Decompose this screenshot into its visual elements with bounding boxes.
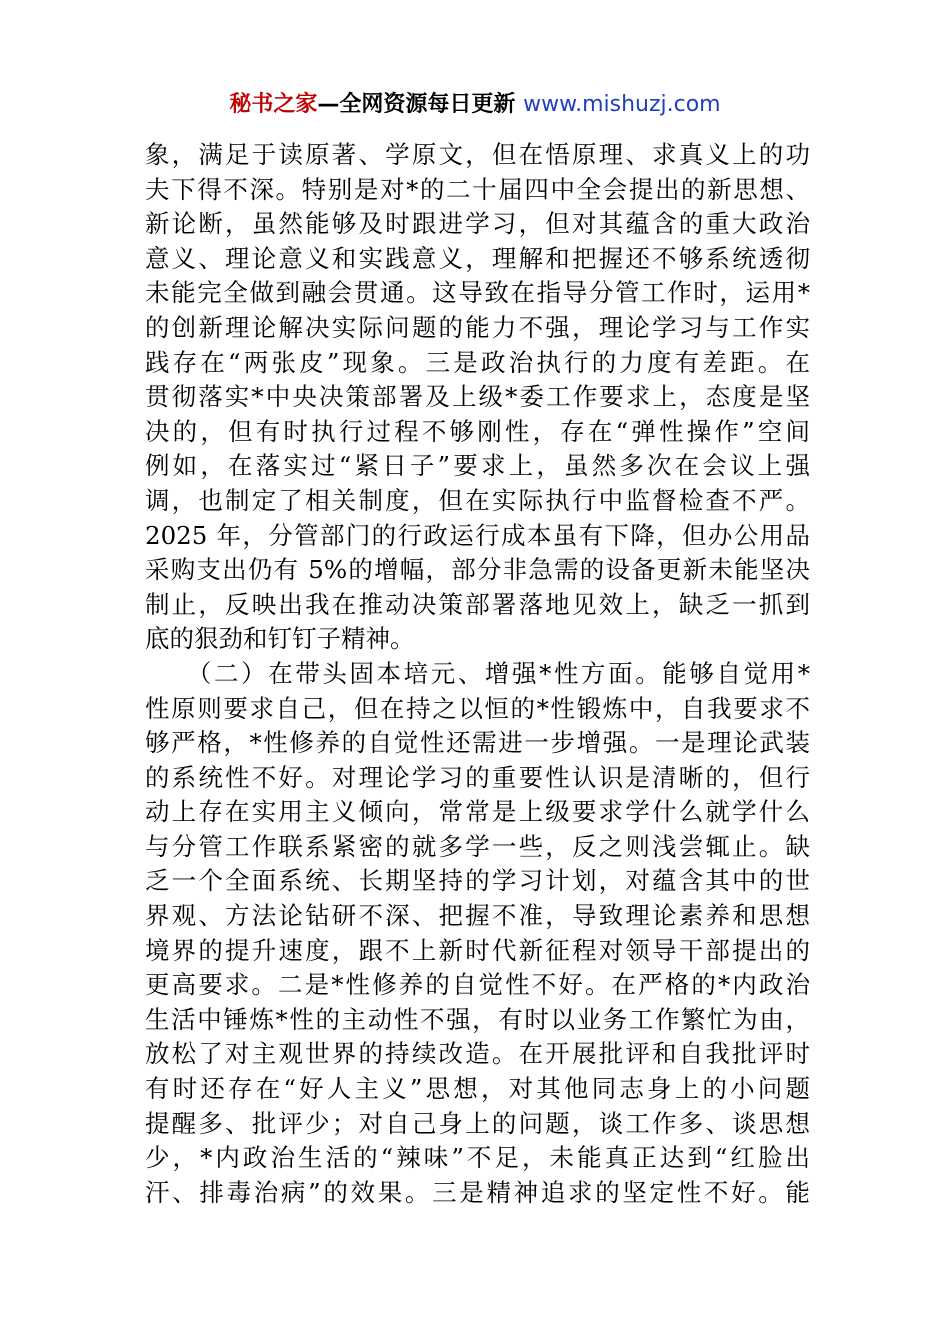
text-line: 贯彻落实*中央决策部署及上级*委工作要求上，态度是坚 [145, 382, 810, 412]
text-line: 新论断，虽然能够及时跟进学习，但对其蕴含的重大政治 [145, 209, 810, 239]
text-line: 境界的提升速度，跟不上新时代新征程对领导干部提出的 [145, 935, 810, 965]
text-line: 的系统性不好。对理论学习的重要性认识是清晰的，但行 [145, 762, 810, 792]
text-line: 象，满足于读原著、学原文，但在悟原理、求真义上的功 [145, 140, 810, 169]
text-line: 有时还存在“好人主义”思想，对其他同志身上的小问题 [145, 1074, 810, 1104]
text-line: 乏一个全面系统、长期坚持的学习计划，对蕴含其中的世 [145, 866, 810, 896]
site-header [0, 90, 950, 124]
text-line: 夫下得不深。特别是对*的二十届四中全会提出的新思想、 [145, 174, 810, 204]
text-line: （二）在带头固本培元、增强*性方面。能够自觉用* [145, 658, 810, 688]
text-line: 更高要求。二是*性修养的自觉性不好。在严格的*内政治 [145, 970, 810, 1000]
brand-name: 秘书之家 [229, 92, 318, 117]
text-line: 意义、理论意义和实践意义，理解和把握还不够系统透彻 [145, 243, 810, 273]
text-line: 例如，在落实过“紧日子”要求上，虽然多次在会议上强 [145, 451, 810, 481]
text-line: 界观、方法论钻研不深、把握不准，导致理论素养和思想 [145, 901, 810, 931]
text-line: 汗、排毒治病”的效果。三是精神追求的坚定性不好。能 [145, 1177, 810, 1207]
text-line: 2025 年，分管部门的行政运行成本虽有下降，但办公用品 [145, 520, 810, 550]
text-line: 提醒多、批评少；对自己身上的问题，谈工作多、谈思想 [145, 1108, 810, 1138]
text-line: 少，*内政治生活的“辣味”不足，未能真正达到“红脸出 [145, 1143, 810, 1173]
text-line: 制止，反映出我在推动决策部署落地见效上，缺乏一抓到 [145, 589, 810, 619]
text-line: 未能完全做到融会贯通。这导致在指导分管工作时，运用* [145, 278, 810, 308]
header-slogan: —全网资源每日更新 [317, 92, 516, 117]
text-line: 与分管工作联系紧密的就多学一些，反之则浅尝辄止。缺 [145, 831, 810, 861]
text-line: 的创新理论解决实际问题的能力不强，理论学习与工作实 [145, 312, 810, 342]
text-line: 采购支出仍有 5%的增幅，部分非急需的设备更新未能坚决 [145, 555, 810, 585]
text-line: 底的狠劲和钉钉子精神。 [145, 624, 415, 654]
text-line: 调，也制定了相关制度，但在实际执行中监督检查不严。 [145, 485, 810, 515]
text-line: 决的，但有时执行过程不够刚性，存在“弹性操作”空间 [145, 416, 810, 446]
text-line: 动上存在实用主义倾向，常常是上级要求学什么就学什么 [145, 797, 810, 827]
document-body [145, 138, 810, 1210]
site-url-link[interactable]: www.mishuzj.com [523, 92, 721, 117]
text-line: 够严格，*性修养的自觉性还需进一步增强。一是理论武装 [145, 728, 810, 758]
text-line: 生活中锤炼*性的主动性不强，有时以业务工作繁忙为由， [145, 1004, 810, 1034]
text-line: 放松了对主观世界的持续改造。在开展批评和自我批评时 [145, 1039, 810, 1069]
text-line: 性原则要求自己，但在持之以恒的*性锻炼中，自我要求不 [145, 693, 810, 723]
text-line: 践存在“两张皮”现象。三是政治执行的力度有差距。在 [145, 347, 810, 377]
